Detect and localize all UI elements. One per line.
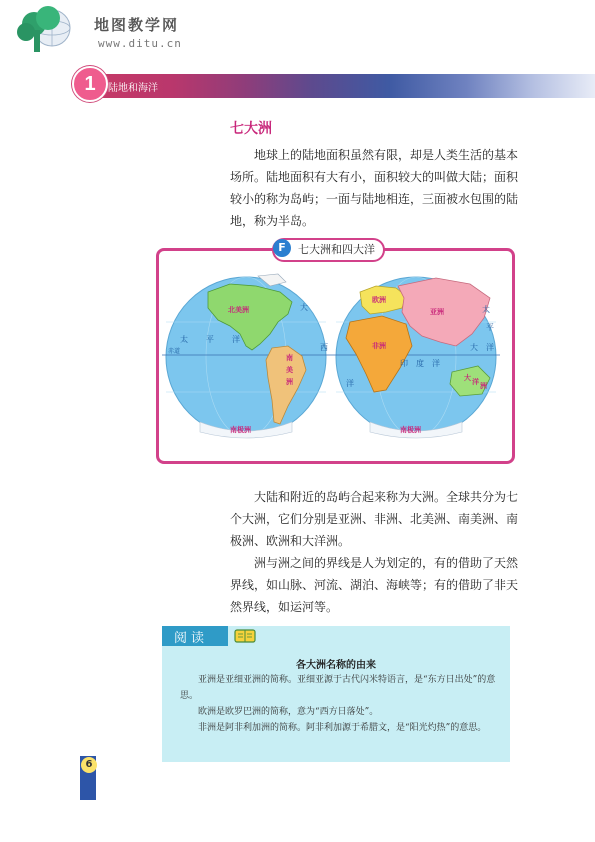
figure-caption: 七大洲和四大洋 xyxy=(272,238,385,262)
site-logo-tree-icon xyxy=(12,6,92,58)
chapter-title: 陆地和海洋 xyxy=(108,83,158,94)
label-indian-2: 度 xyxy=(416,359,424,368)
label-pacific-right-2: 平 xyxy=(486,323,494,332)
label-pacific-left-3: 洋 xyxy=(232,335,240,344)
label-oceania-2: 洋 xyxy=(472,377,479,386)
figure-tag-badge: F xyxy=(273,239,291,257)
label-oceania-1: 大 xyxy=(464,373,471,382)
label-pacific-right-4: 大 xyxy=(470,343,478,352)
site-name: 地图教学网 xyxy=(94,16,180,34)
label-pacific-right-1: 太 xyxy=(482,305,490,314)
label-atlantic-2: 西 xyxy=(320,343,328,352)
paragraph-intro: 地球上的陆地面积虽然有限，却是人类生活的基本场所。陆地面积有大有小，面积较大的叫做大陆；面积较小的称为岛屿；一面与陆地相连，三面被水包围的陆地，称为半岛。 xyxy=(230,148,519,228)
label-antarctica-left: 南极洲 xyxy=(230,425,251,434)
book-icon xyxy=(234,628,256,644)
paragraph-boundaries: 洲与洲之间的界线是人为划定的，有的借助了天然界线，如山脉、河流、湖泊、海峡等；有的借助了非天然界线，如运河等。 xyxy=(230,556,519,614)
reading-line-africa: 非洲是阿非利加洲的简称。阿非利加源于希腊文，是“阳光灼热”的意思。 xyxy=(198,723,487,733)
section-title: 七大洲 xyxy=(230,121,272,137)
label-equator: 赤道 xyxy=(168,348,181,355)
label-south-america-2: 美 xyxy=(286,365,293,374)
chapter-number-badge: 1 xyxy=(72,66,108,102)
label-south-america-3: 洲 xyxy=(286,377,293,386)
label-pacific-right-3: 洋 xyxy=(486,343,494,352)
label-oceania-3: 洲 xyxy=(480,381,487,390)
label-europe: 欧洲 xyxy=(372,295,386,304)
reading-tab-label: 阅读 xyxy=(174,631,209,646)
world-map-two-hemispheres xyxy=(160,262,506,452)
label-indian-1: 印 xyxy=(400,359,408,368)
paragraph-continents: 大陆和附近的岛屿合起来称为大洲。全球共分为七个大洲，它们分别是亚洲、非洲、北美洲、南美洲、南极洲、欧洲和大洋洲。 xyxy=(230,490,519,548)
label-north-america: 北美洲 xyxy=(228,305,249,314)
label-africa: 非洲 xyxy=(372,341,386,350)
label-asia: 亚洲 xyxy=(430,307,444,316)
page-number: 6 xyxy=(81,757,97,773)
label-pacific-left-2: 平 xyxy=(206,335,214,344)
label-atlantic-1: 大 xyxy=(300,303,308,312)
site-url: www.ditu.cn xyxy=(98,37,182,50)
reading-line-europe: 欧洲是欧罗巴洲的简称，意为“西方日落处”。 xyxy=(198,707,379,717)
label-antarctica-right: 南极洲 xyxy=(400,425,421,434)
reading-title: 各大洲名称的由来 xyxy=(296,660,376,671)
label-atlantic-3: 洋 xyxy=(346,379,354,388)
label-south-america-1: 南 xyxy=(286,353,293,362)
label-indian-3: 洋 xyxy=(432,359,440,368)
reading-line-asia: 亚洲是亚细亚洲的简称。亚细亚源于古代闪米特语言，是“东方日出处”的意思。 xyxy=(180,675,496,701)
label-pacific-left-1: 太 xyxy=(180,335,188,344)
